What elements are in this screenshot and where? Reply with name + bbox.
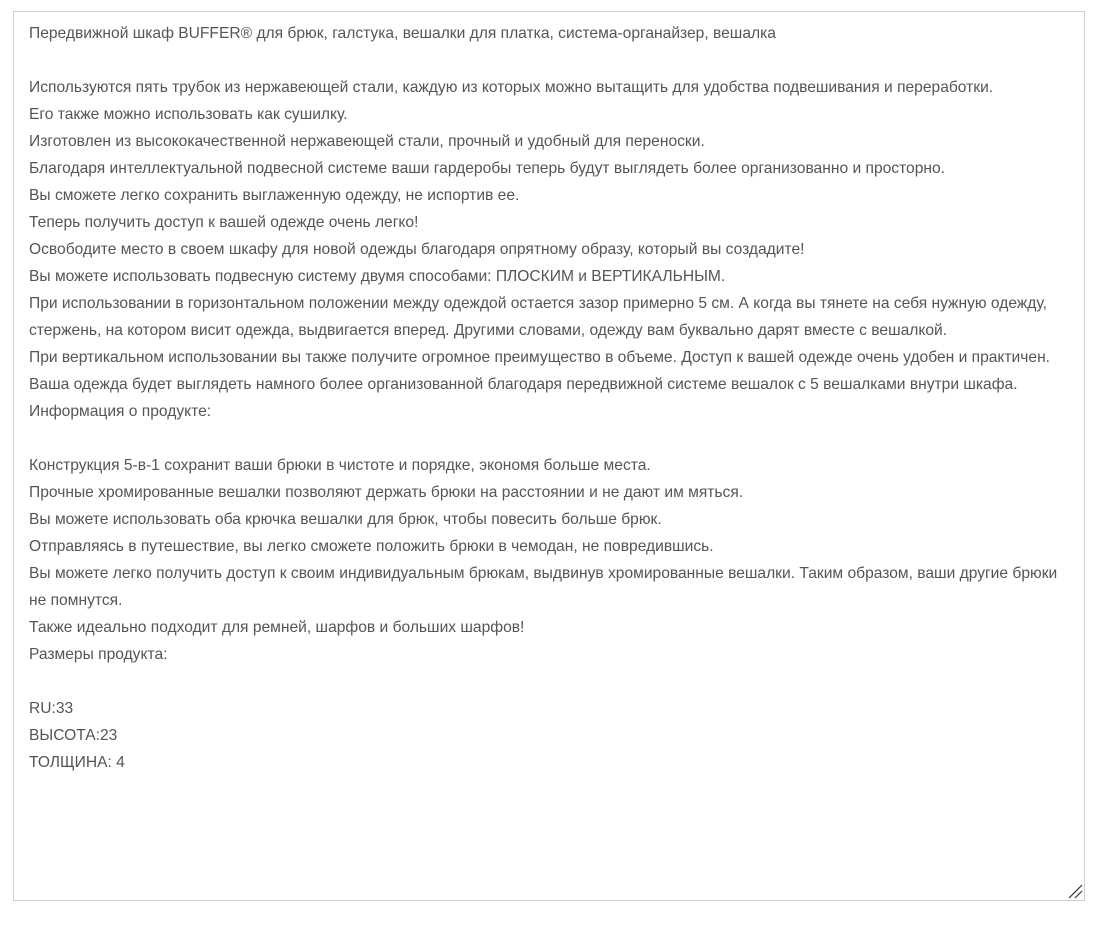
feature-line: Благодаря интеллектуальной подвесной системе ваши гардеробы теперь будут выглядеть более организованно и просторно. (29, 160, 946, 177)
resize-grip-icon[interactable] (1066, 882, 1083, 899)
feature-line: Изготовлен из высококачественной нержавеющей стали, прочный и удобный для переноски. (29, 133, 705, 150)
feature-line: Вы сможете легко сохранить выглаженную одежду, не испортив ее. (29, 187, 520, 204)
section-heading: Информация о продукте: (29, 403, 212, 420)
feature-line: Его также можно использовать как сушилку. (29, 106, 348, 123)
dimension-line: ВЫСОТА:23 (29, 727, 118, 744)
description-textarea[interactable] (13, 11, 1085, 901)
feature-line: Используются пять трубок из нержавеющей стали, каждую из которых можно вытащить для удобства подвешивания и переработки. (29, 79, 994, 96)
section-heading: Размеры продукта: (29, 646, 168, 663)
feature-line: При вертикальном использовании вы также получите огромное преимущество в объеме. Доступ к вашей одежде очень удобен и практичен. (29, 349, 1051, 366)
product-info-line: Вы можете легко получить доступ к своим индивидуальным брюкам, выдвинув хромированные вешалки. Таким образом, ваши другие брюки не помнутся. (29, 565, 1058, 609)
feature-line: Теперь получить доступ к вашей одежде очень легко! (29, 214, 419, 231)
description-text[interactable] (29, 20, 1070, 776)
blank-line (29, 425, 1070, 452)
title-line: Передвижной шкаф BUFFER® для брюк, галстука, вешалки для платка, система-органайзер, вешалка (29, 25, 776, 42)
feature-line: При использовании в горизонтальном положении между одеждой остается зазор примерно 5 см. А когда вы тянете на себя нужную одежду, стержень, на котором висит одежда, выдвигается вперед. Другими словами, одежду вам буквально дарят вместе с вешалкой. (29, 295, 1047, 339)
dimension-line: RU:33 (29, 700, 74, 717)
product-info-line: Вы можете использовать оба крючка вешалки для брюк, чтобы повесить больше брюк. (29, 511, 662, 528)
product-info-line: Также идеально подходит для ремней, шарфов и больших шарфов! (29, 619, 525, 636)
product-info-line: Прочные хромированные вешалки позволяют держать брюки на расстоянии и не дают им мяться. (29, 484, 744, 501)
product-info-line: Отправляясь в путешествие, вы легко сможете положить брюки в чемодан, не повредившись. (29, 538, 714, 555)
feature-line: Вы можете использовать подвесную систему двумя способами: ПЛОСКИМ и ВЕРТИКАЛЬНЫМ. (29, 268, 726, 285)
product-info-line: Конструкция 5-в-1 сохранит ваши брюки в чистоте и порядке, экономя больше места. (29, 457, 651, 474)
blank-line (29, 47, 1070, 74)
feature-line: Освободите место в своем шкафу для новой одежды благодаря опрятному образу, который вы создадите! (29, 241, 805, 258)
dimension-line: ТОЛЩИНА: 4 (29, 754, 125, 771)
blank-line (29, 668, 1070, 695)
feature-line: Ваша одежда будет выглядеть намного более организованной благодаря передвижной системе вешалок с 5 вешалками внутри шкафа. (29, 376, 1018, 393)
